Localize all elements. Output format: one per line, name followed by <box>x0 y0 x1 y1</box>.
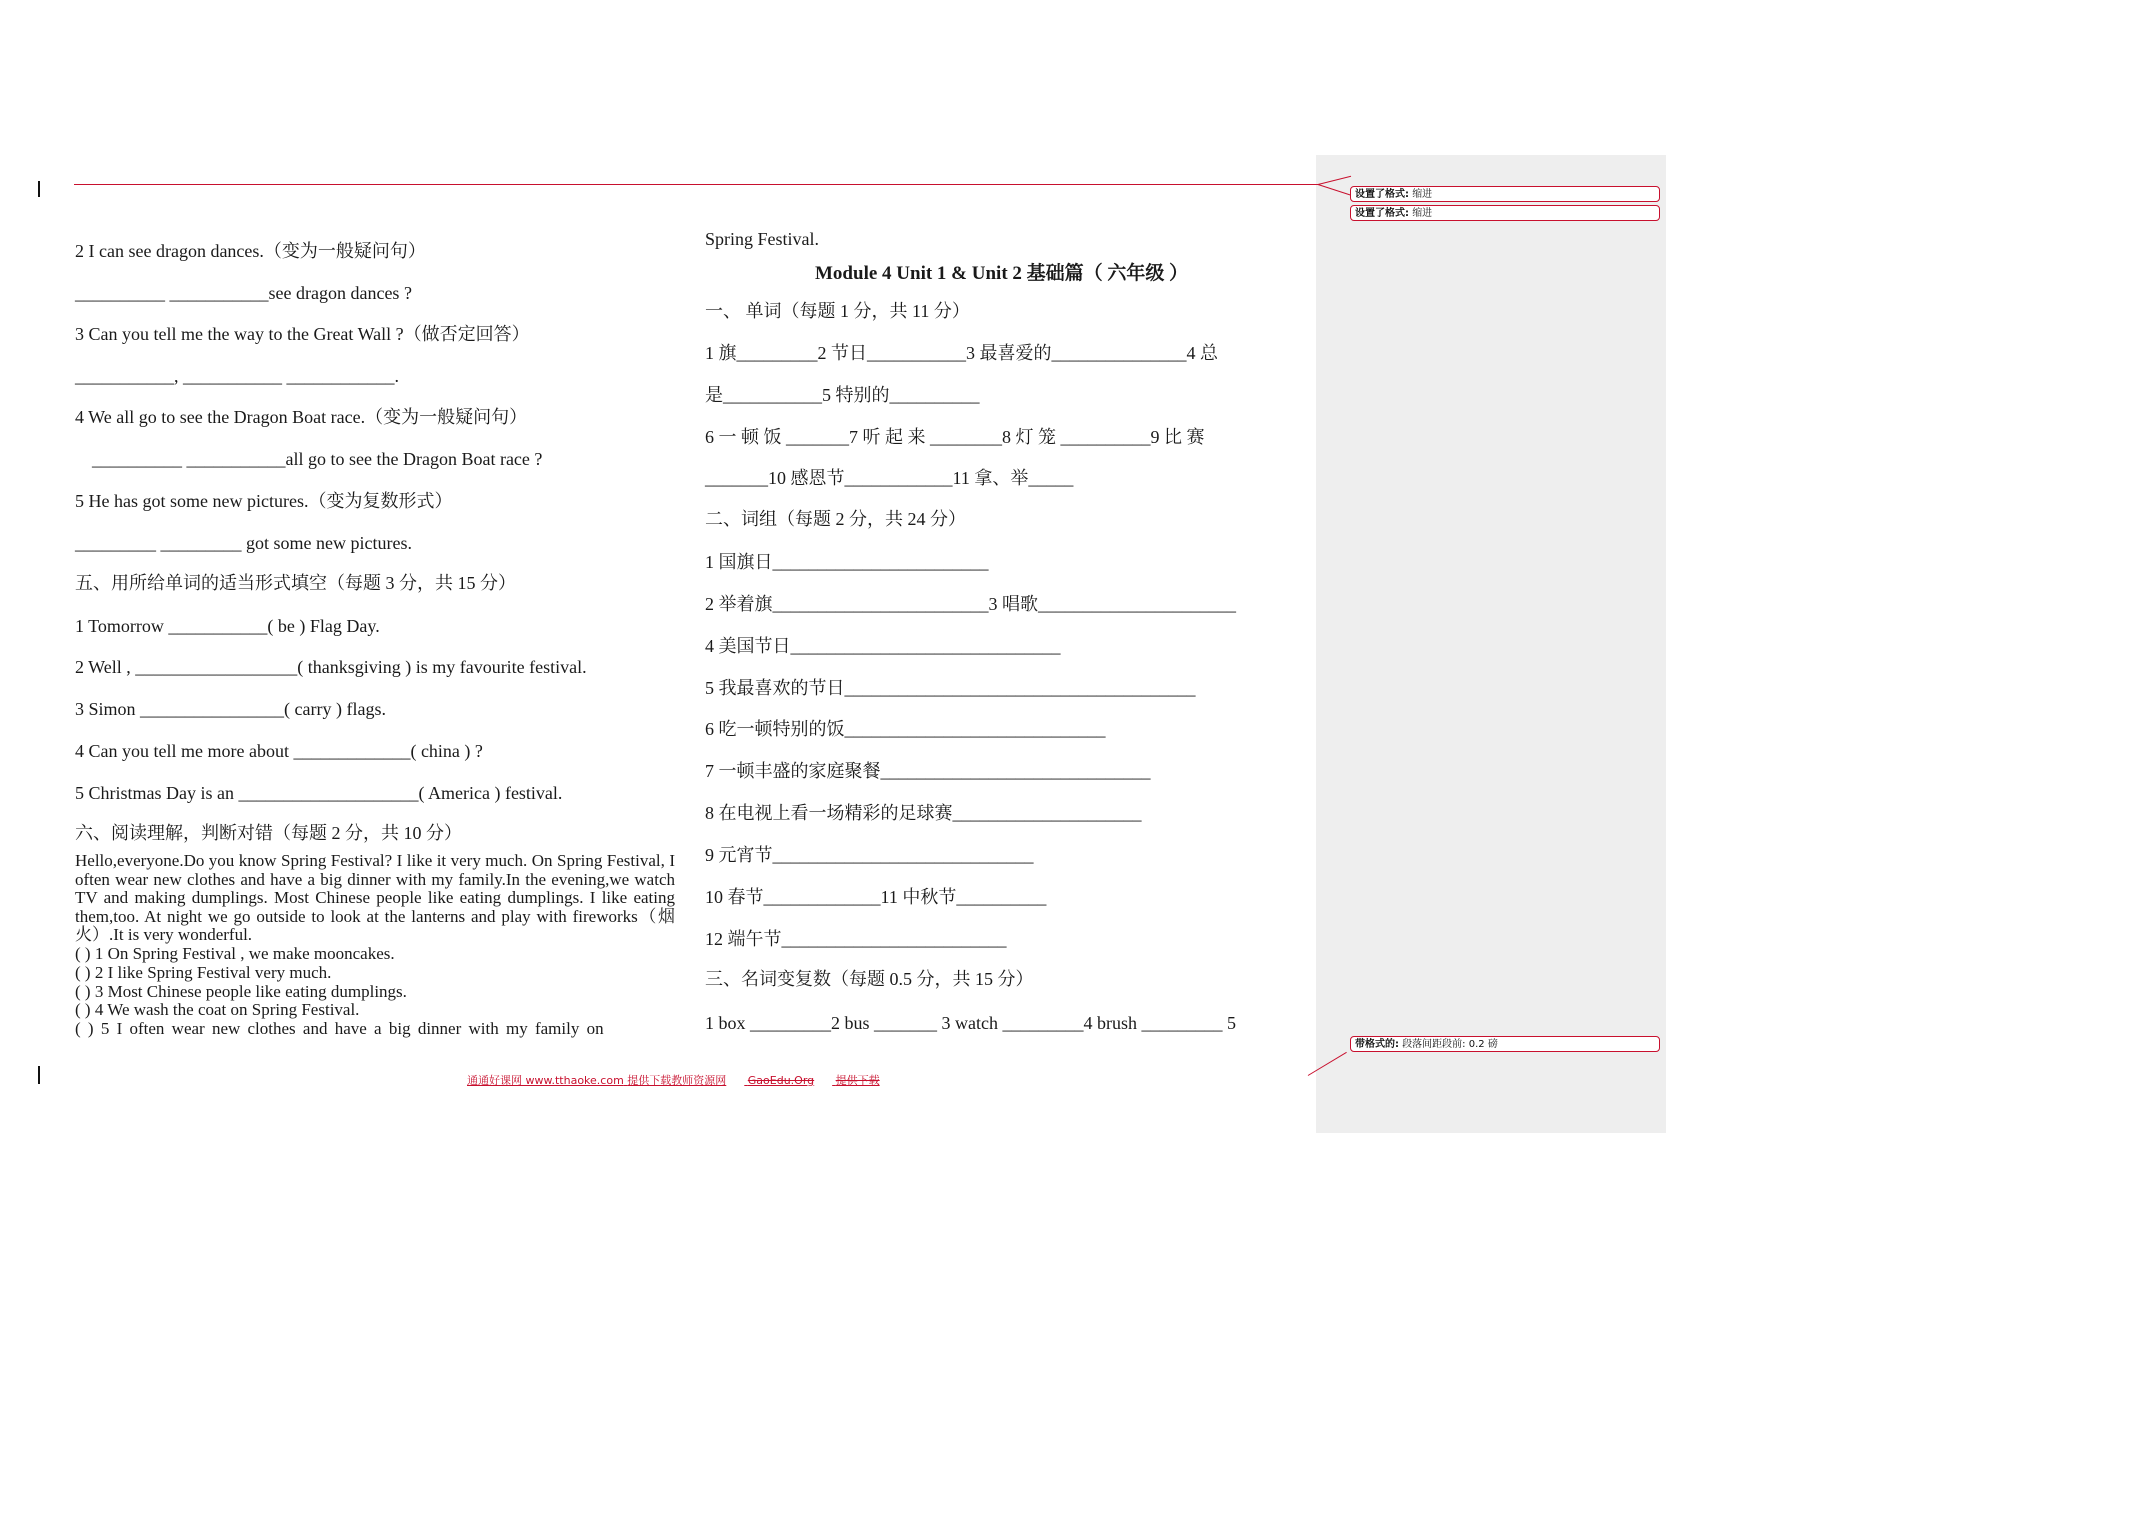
footer-download[interactable]: 提供下载 <box>835 1074 880 1087</box>
word-line-4: _______10 感恩节____________11 拿、举_____ <box>705 468 1074 488</box>
reading-passage: Hello,everyone.Do you know Spring Festival? I like it very much. On Spring Festival, I often wear new clothes and have a big dinner with my family.In the evening,we watch TV and making dumplings. Most Chinese people like eating dumplings. I like eating them,too. At night we go outside to look at the lanterns and play with fireworks（烟火）.It is very wonderful. <box>75 851 675 945</box>
fill-item-3: 3 Simon ________________( carry ) flags. <box>75 699 386 719</box>
question-2: 2 I can see dragon dances.（变为一般疑问句） <box>75 241 426 261</box>
comment-label: 设置了格式: <box>1355 189 1409 200</box>
format-comment-balloon[interactable] <box>1350 205 1660 221</box>
phrase-7: 7 一顿丰盛的家庭聚餐______________________________ <box>705 761 1151 781</box>
comment-value: 段落间距段前: 0.2 磅 <box>1402 1039 1498 1050</box>
answer-line-2: __________ ___________see dragon dances ? <box>75 283 412 303</box>
worksheet-title: Module 4 Unit 1 & Unit 2 基础篇（ 六年级 ） <box>815 263 1189 284</box>
true-false-item-3: ( ) 3 Most Chinese people like eating dumplings. <box>75 982 407 1001</box>
page-footer <box>467 1072 880 1088</box>
footer-site-domain[interactable]: GaoEdu.Org <box>747 1074 815 1087</box>
phrase-12: 12 端午节_________________________ <box>705 929 1007 949</box>
plural-line-1: 1 box _________2 bus _______ 3 watch _________4 brush _________ 5 <box>705 1013 1236 1033</box>
comment-label: 设置了格式: <box>1355 208 1409 219</box>
fill-item-2: 2 Well , __________________( thanksgiving ) is my favourite festival. <box>75 657 587 677</box>
section-2-title: 二、词组（每题 2 分，共 24 分） <box>705 509 966 529</box>
continued-text: Spring Festival. <box>705 229 820 249</box>
section-1-title: 一、 单词（每题 1 分，共 11 分） <box>705 301 970 321</box>
footer-site-name-2[interactable]: 提供下载教师资源网 <box>627 1074 727 1087</box>
footer-url[interactable]: www.tthaoke.com <box>525 1074 624 1087</box>
text-cursor <box>38 1066 40 1084</box>
question-4: 4 We all go to see the Dragon Boat race.（变为一般疑问句） <box>75 407 528 427</box>
phrase-4: 4 美国节日______________________________ <box>705 636 1061 656</box>
change-marker-line <box>74 184 1320 185</box>
answer-line-4: __________ ___________all go to see the Dragon Boat race ? <box>92 449 543 469</box>
section-3-title: 三、名词变复数（每题 0.5 分，共 15 分） <box>705 969 1034 989</box>
phrase-2: 2 举着旗________________________3 唱歌______________________ <box>705 594 1236 614</box>
true-false-item-5: ( ) 5 I often wear new clothes and have a big dinner with my family on <box>75 1019 604 1038</box>
true-false-item-4: ( ) 4 We wash the coat on Spring Festival. <box>75 1000 360 1019</box>
comment-label: 带格式的: <box>1355 1039 1399 1050</box>
phrase-6: 6 吃一顿特别的饭_____________________________ <box>705 719 1106 739</box>
footer-site-name[interactable]: 通通好课网 <box>467 1074 522 1087</box>
true-false-item-2: ( ) 2 I like Spring Festival very much. <box>75 963 332 982</box>
answer-line-5: _________ _________ got some new pictures. <box>75 533 412 553</box>
phrase-1: 1 国旗日________________________ <box>705 552 989 572</box>
phrase-5: 5 我最喜欢的节日_______________________________________ <box>705 678 1196 698</box>
phrase-9: 9 元宵节_____________________________ <box>705 845 1034 865</box>
fill-item-1: 1 Tomorrow ___________( be ) Flag Day. <box>75 616 380 636</box>
phrase-10: 10 春节_____________11 中秋节__________ <box>705 887 1047 907</box>
question-3: 3 Can you tell me the way to the Great Wall ?（做否定回答） <box>75 324 530 344</box>
true-false-item-1: ( ) 1 On Spring Festival , we make mooncakes. <box>75 944 395 963</box>
section-6-title: 六、阅读理解，判断对错（每题 2 分，共 10 分） <box>75 823 462 843</box>
question-5: 5 He has got some new pictures.（变为复数形式） <box>75 491 453 511</box>
word-line-1: 1 旗_________2 节日___________3 最喜爱的_______________4 总 <box>705 343 1218 363</box>
format-comment-balloon[interactable] <box>1350 1036 1660 1052</box>
format-comment-balloon[interactable] <box>1350 186 1660 202</box>
section-5-title: 五、用所给单词的适当形式填空（每题 3 分，共 15 分） <box>75 573 516 593</box>
fill-item-5: 5 Christmas Day is an ____________________( America ) festival. <box>75 783 563 803</box>
word-line-2: 是___________5 特别的__________ <box>705 385 980 405</box>
comment-value: 缩进 <box>1412 208 1433 219</box>
answer-line-3: ___________, ___________ ____________. <box>75 366 399 386</box>
comment-value: 缩进 <box>1412 189 1433 200</box>
text-cursor <box>38 181 40 197</box>
fill-item-4: 4 Can you tell me more about _____________( china ) ? <box>75 741 483 761</box>
comment-sidebar <box>1316 155 1666 1133</box>
phrase-8: 8 在电视上看一场精彩的足球赛_____________________ <box>705 803 1142 823</box>
word-line-3: 6 一 顿 饭 _______7 听 起 来 ________8 灯 笼 __________9 比 赛 <box>705 427 1205 447</box>
